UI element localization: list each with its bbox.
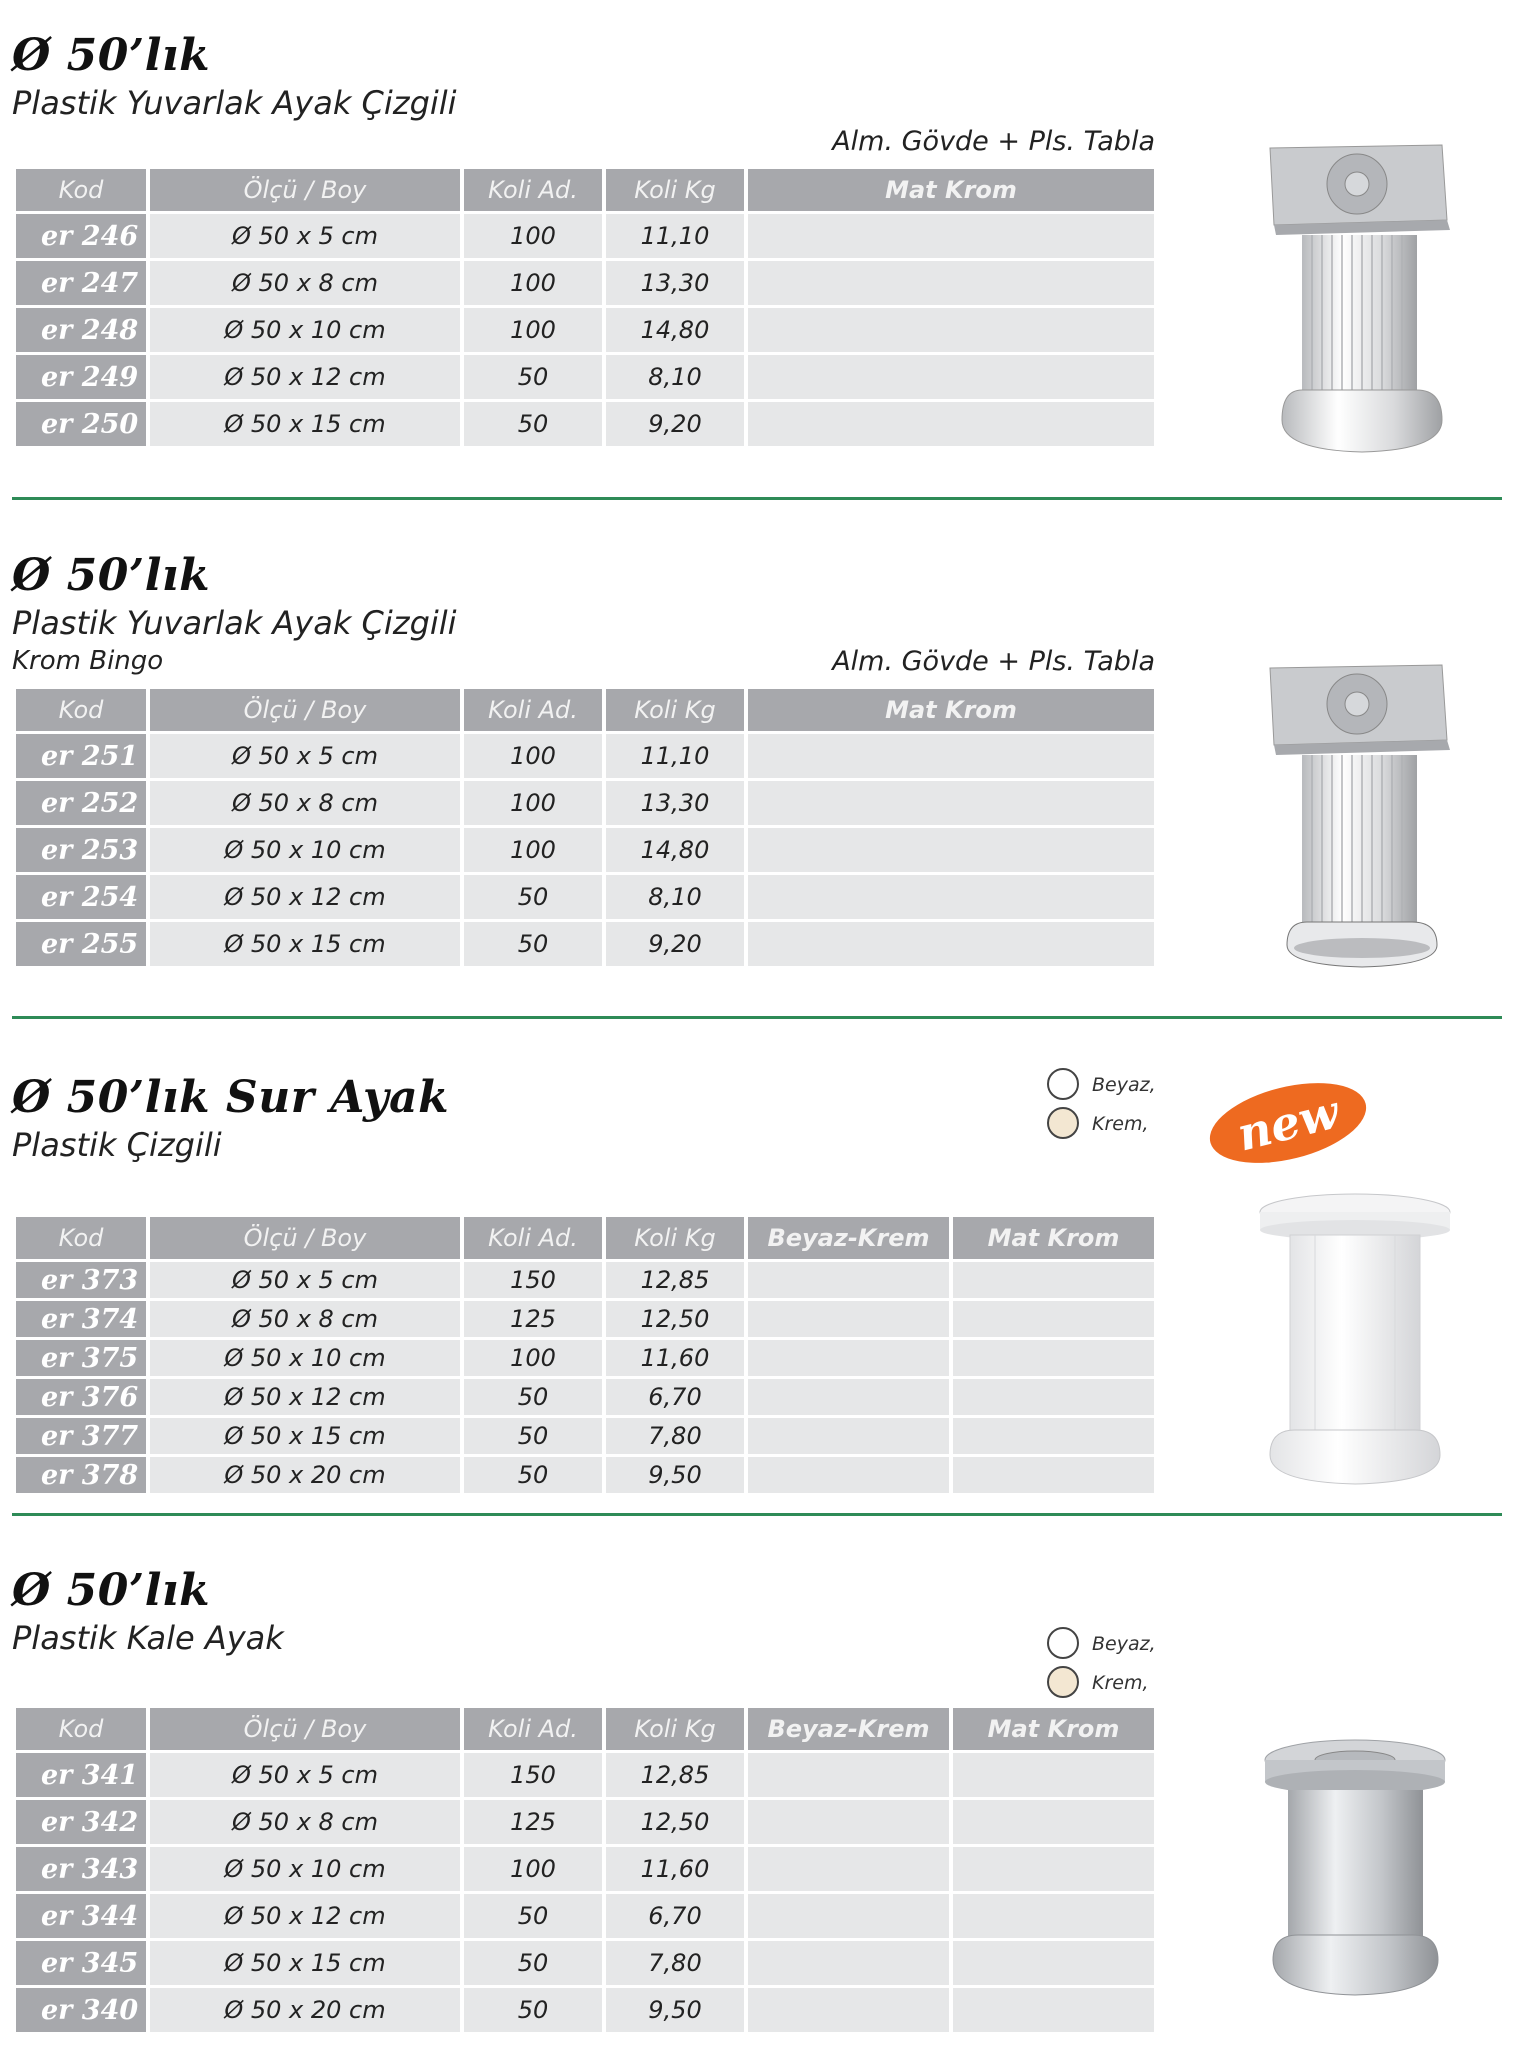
cell-empty [748, 214, 1154, 258]
cell-kod: er 377 [16, 1418, 146, 1454]
header-mat-krom: Mat Krom [748, 169, 1154, 211]
table-row [16, 308, 1154, 352]
table-row [16, 355, 1154, 399]
cell-koli-ad: 100 [464, 1340, 602, 1376]
cell-olcu: Ø 50 x 8 cm [150, 1800, 460, 1844]
swatch-krem [1047, 1666, 1079, 1698]
cell-olcu: Ø 50 x 12 cm [150, 1894, 460, 1938]
cell-empty [953, 1262, 1154, 1298]
cell-koli-kg: 11,60 [606, 1847, 744, 1891]
cell-koli-ad: 50 [464, 1988, 602, 2032]
cell-koli-ad: 50 [464, 1379, 602, 1415]
header-olcu: Ölçü / Boy [150, 1217, 460, 1259]
cell-empty [748, 1379, 949, 1415]
cell-koli-kg: 11,60 [606, 1340, 744, 1376]
header-koli-kg: Koli Kg [606, 1217, 744, 1259]
cell-empty [953, 1941, 1154, 1985]
cell-kod: er 374 [16, 1301, 146, 1337]
cell-olcu: Ø 50 x 8 cm [150, 781, 460, 825]
cell-olcu: Ø 50 x 8 cm [150, 261, 460, 305]
section-2-subtitle2: Krom Bingo [12, 646, 164, 676]
cell-koli-ad: 100 [464, 1847, 602, 1891]
cell-olcu: Ø 50 x 5 cm [150, 1262, 460, 1298]
table-header-row [16, 1217, 1154, 1259]
cell-empty [953, 1301, 1154, 1337]
section-divider-2 [12, 1016, 1502, 1019]
cell-koli-kg: 8,10 [606, 875, 744, 919]
cell-koli-kg: 8,10 [606, 355, 744, 399]
cell-empty [748, 1262, 949, 1298]
table-row [16, 214, 1154, 258]
cell-empty [953, 1457, 1154, 1493]
product-image-leg-ribbed-chrome-2 [1262, 660, 1462, 975]
cell-empty [748, 1340, 949, 1376]
cell-kod: er 378 [16, 1457, 146, 1493]
swatch-krem [1047, 1107, 1079, 1139]
cell-empty [748, 781, 1154, 825]
cell-empty [748, 828, 1154, 872]
section-2-subtitle: Plastik Yuvarlak Ayak Çizgili [12, 604, 457, 642]
cell-empty [953, 1988, 1154, 2032]
cell-empty [953, 1847, 1154, 1891]
cell-empty [748, 355, 1154, 399]
cell-empty [953, 1753, 1154, 1797]
cell-empty [748, 922, 1154, 966]
cell-koli-ad: 50 [464, 402, 602, 446]
section-2-title: Ø 50’lık [12, 550, 211, 601]
cell-empty [748, 875, 1154, 919]
cell-kod: er 341 [16, 1753, 146, 1797]
cell-koli-kg: 13,30 [606, 261, 744, 305]
cell-empty [953, 1418, 1154, 1454]
new-badge-label: new [1231, 1084, 1345, 1162]
header-mat-krom: Mat Krom [953, 1217, 1154, 1259]
cell-koli-kg: 9,50 [606, 1457, 744, 1493]
table-row [16, 1753, 1154, 1797]
cell-koli-kg: 6,70 [606, 1894, 744, 1938]
cell-olcu: Ø 50 x 5 cm [150, 734, 460, 778]
section-2-table [12, 686, 1158, 969]
cell-koli-ad: 125 [464, 1301, 602, 1337]
section-1-subtitle: Plastik Yuvarlak Ayak Çizgili [12, 84, 457, 122]
cell-koli-ad: 150 [464, 1262, 602, 1298]
cell-kod: er 254 [16, 875, 146, 919]
table-row [16, 1941, 1154, 1985]
cell-koli-kg: 7,80 [606, 1418, 744, 1454]
new-badge [1202, 1069, 1375, 1178]
cell-empty [748, 308, 1154, 352]
section-divider-1 [12, 497, 1502, 500]
table-row [16, 1894, 1154, 1938]
cell-olcu: Ø 50 x 15 cm [150, 402, 460, 446]
cell-koli-ad: 50 [464, 1941, 602, 1985]
cell-empty [748, 402, 1154, 446]
cell-kod: er 342 [16, 1800, 146, 1844]
cell-olcu: Ø 50 x 20 cm [150, 1988, 460, 2032]
cell-olcu: Ø 50 x 10 cm [150, 1847, 460, 1891]
table-row [16, 1457, 1154, 1493]
cell-empty [748, 1301, 949, 1337]
cell-empty [748, 1847, 949, 1891]
header-koli-kg: Koli Kg [606, 689, 744, 731]
cell-koli-ad: 50 [464, 1457, 602, 1493]
cell-kod: er 375 [16, 1340, 146, 1376]
section-3-title: Ø 50’lık Sur Ayak [12, 1072, 450, 1123]
cell-koli-ad: 125 [464, 1800, 602, 1844]
section-3-table [12, 1214, 1158, 1496]
product-image-leg-ribbed-chrome-1 [1262, 140, 1462, 455]
cell-kod: er 253 [16, 828, 146, 872]
cell-kod: er 251 [16, 734, 146, 778]
table-row [16, 261, 1154, 305]
table-row [16, 1301, 1154, 1337]
header-koli-ad: Koli Ad. [464, 1217, 602, 1259]
header-koli-kg: Koli Kg [606, 169, 744, 211]
cell-koli-ad: 50 [464, 875, 602, 919]
cell-empty [953, 1894, 1154, 1938]
header-kod: Kod [16, 1708, 146, 1750]
cell-koli-kg: 7,80 [606, 1941, 744, 1985]
section-1-title: Ø 50’lık [12, 30, 211, 81]
cell-koli-ad: 150 [464, 1753, 602, 1797]
header-kod: Kod [16, 1217, 146, 1259]
header-koli-ad: Koli Ad. [464, 689, 602, 731]
cell-empty [748, 1418, 949, 1454]
table-header-row [16, 1708, 1154, 1750]
cell-olcu: Ø 50 x 10 cm [150, 828, 460, 872]
header-koli-kg: Koli Kg [606, 1708, 744, 1750]
cell-koli-kg: 12,85 [606, 1262, 744, 1298]
swatch-beyaz [1047, 1068, 1079, 1100]
cell-olcu: Ø 50 x 10 cm [150, 308, 460, 352]
cell-olcu: Ø 50 x 5 cm [150, 214, 460, 258]
swatch-beyaz-label: Beyaz, [1092, 1074, 1156, 1096]
cell-koli-ad: 50 [464, 355, 602, 399]
table-row [16, 1340, 1154, 1376]
cell-olcu: Ø 50 x 12 cm [150, 1379, 460, 1415]
cell-koli-ad: 100 [464, 828, 602, 872]
cell-empty [748, 1988, 949, 2032]
swatch-beyaz-label: Beyaz, [1092, 1633, 1156, 1655]
cell-koli-kg: 11,10 [606, 214, 744, 258]
cell-koli-ad: 50 [464, 1418, 602, 1454]
cell-kod: er 373 [16, 1262, 146, 1298]
cell-koli-kg: 12,50 [606, 1800, 744, 1844]
product-image-leg-sur-white [1255, 1190, 1455, 1490]
header-mat-krom: Mat Krom [748, 689, 1154, 731]
cell-koli-kg: 9,20 [606, 922, 744, 966]
cell-empty [748, 1800, 949, 1844]
cell-olcu: Ø 50 x 15 cm [150, 922, 460, 966]
cell-empty [748, 261, 1154, 305]
cell-koli-kg: 14,80 [606, 308, 744, 352]
cell-koli-ad: 50 [464, 922, 602, 966]
table-row [16, 1379, 1154, 1415]
table-row [16, 734, 1154, 778]
cell-empty [953, 1379, 1154, 1415]
swatch-krem-label: Krem, [1092, 1113, 1149, 1135]
table-row [16, 922, 1154, 966]
cell-empty [748, 1457, 949, 1493]
cell-kod: er 345 [16, 1941, 146, 1985]
cell-empty [748, 1753, 949, 1797]
table-row [16, 781, 1154, 825]
header-beyaz-krem: Beyaz-Krem [748, 1708, 949, 1750]
cell-koli-kg: 9,20 [606, 402, 744, 446]
cell-kod: er 246 [16, 214, 146, 258]
cell-koli-kg: 13,30 [606, 781, 744, 825]
cell-empty [748, 1941, 949, 1985]
cell-kod: er 344 [16, 1894, 146, 1938]
cell-olcu: Ø 50 x 5 cm [150, 1753, 460, 1797]
table-row [16, 1847, 1154, 1891]
cell-koli-ad: 100 [464, 781, 602, 825]
cell-kod: er 252 [16, 781, 146, 825]
header-olcu: Ölçü / Boy [150, 689, 460, 731]
table-row [16, 875, 1154, 919]
section-1-table [12, 166, 1158, 449]
cell-koli-kg: 12,85 [606, 1753, 744, 1797]
cell-koli-ad: 50 [464, 1894, 602, 1938]
cell-olcu: Ø 50 x 12 cm [150, 875, 460, 919]
swatch-krem-label: Krem, [1092, 1672, 1149, 1694]
cell-koli-kg: 12,50 [606, 1301, 744, 1337]
cell-kod: er 340 [16, 1988, 146, 2032]
cell-koli-kg: 6,70 [606, 1379, 744, 1415]
swatch-beyaz [1047, 1627, 1079, 1659]
header-kod: Kod [16, 169, 146, 211]
product-image-leg-kale-chrome [1258, 1735, 1453, 2000]
cell-koli-kg: 14,80 [606, 828, 744, 872]
cell-empty [748, 1894, 949, 1938]
table-row [16, 1418, 1154, 1454]
header-beyaz-krem: Beyaz-Krem [748, 1217, 949, 1259]
cell-kod: er 376 [16, 1379, 146, 1415]
cell-olcu: Ø 50 x 20 cm [150, 1457, 460, 1493]
section-divider-3 [12, 1513, 1502, 1516]
cell-olcu: Ø 50 x 10 cm [150, 1340, 460, 1376]
cell-koli-ad: 100 [464, 261, 602, 305]
cell-empty [748, 734, 1154, 778]
table-row [16, 402, 1154, 446]
cell-koli-ad: 100 [464, 734, 602, 778]
table-row [16, 1988, 1154, 2032]
header-koli-ad: Koli Ad. [464, 1708, 602, 1750]
table-header-row [16, 169, 1154, 211]
header-olcu: Ölçü / Boy [150, 1708, 460, 1750]
cell-kod: er 248 [16, 308, 146, 352]
cell-empty [953, 1800, 1154, 1844]
cell-kod: er 250 [16, 402, 146, 446]
cell-kod: er 343 [16, 1847, 146, 1891]
table-row [16, 828, 1154, 872]
header-mat-krom: Mat Krom [953, 1708, 1154, 1750]
section-4-title: Ø 50’lık [12, 1565, 211, 1616]
table-row [16, 1262, 1154, 1298]
cell-koli-kg: 11,10 [606, 734, 744, 778]
section-3-subtitle: Plastik Çizgili [12, 1126, 222, 1164]
cell-kod: er 247 [16, 261, 146, 305]
section-4-subtitle: Plastik Kale Ayak [12, 1619, 284, 1657]
cell-empty [953, 1340, 1154, 1376]
header-koli-ad: Koli Ad. [464, 169, 602, 211]
table-row [16, 1800, 1154, 1844]
cell-kod: er 249 [16, 355, 146, 399]
section-2-note: Alm. Gövde + Pls. Tabla [832, 646, 1155, 677]
cell-olcu: Ø 50 x 15 cm [150, 1941, 460, 1985]
section-1-note: Alm. Gövde + Pls. Tabla [832, 126, 1155, 157]
cell-koli-kg: 9,50 [606, 1988, 744, 2032]
cell-kod: er 255 [16, 922, 146, 966]
table-header-row [16, 689, 1154, 731]
cell-olcu: Ø 50 x 12 cm [150, 355, 460, 399]
section-4-table [12, 1705, 1158, 2035]
cell-koli-ad: 100 [464, 308, 602, 352]
header-kod: Kod [16, 689, 146, 731]
cell-koli-ad: 100 [464, 214, 602, 258]
cell-olcu: Ø 50 x 15 cm [150, 1418, 460, 1454]
cell-olcu: Ø 50 x 8 cm [150, 1301, 460, 1337]
header-olcu: Ölçü / Boy [150, 169, 460, 211]
